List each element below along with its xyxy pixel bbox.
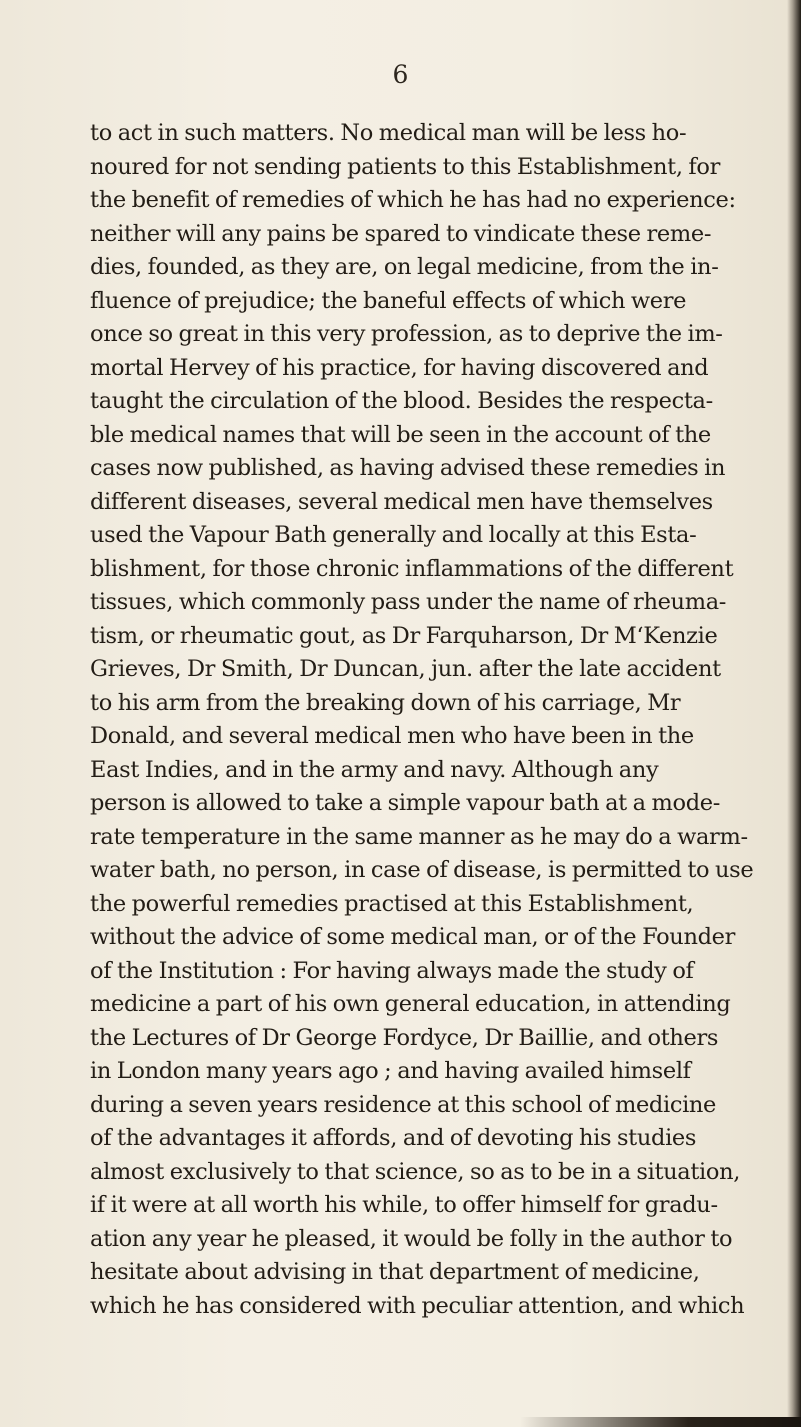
text-line: used the Vapour Bath generally and locally at this Esta-: [90, 522, 697, 548]
text-line: if it were at all worth his while, to offer himself for gradu-: [90, 1192, 718, 1218]
page-number: 6: [392, 60, 409, 89]
text-line: without the advice of some medical man, or of the Founder: [90, 924, 736, 950]
body-text: [90, 117, 760, 1323]
text-line: tissues, which commonly pass under the name of rheuma-: [90, 589, 727, 615]
text-line: which he has considered with peculiar attention, and which: [90, 1292, 745, 1319]
text-line: Donald, and several medical men who have been in the: [90, 723, 694, 749]
text-line: rate temperature in the same manner as he may do a warm-: [90, 823, 748, 850]
text-line: of the Institution : For having always made the study of: [90, 957, 694, 984]
text-line: tism, or rheumatic gout, as Dr Farquharson, Dr M‘Kenzie: [90, 622, 718, 649]
text-line: neither will any pains be spared to vindicate these reme-: [90, 220, 712, 247]
text-line: once so great in this very profession, as to deprive the im-: [90, 321, 723, 347]
text-line: Grieves, Dr Smith, Dr Duncan, jun. after the late accident: [90, 656, 721, 682]
text-line: to act in such matters. No medical man will be less ho-: [90, 120, 687, 146]
text-line: in London many years ago ; and having availed himself: [90, 1058, 691, 1084]
text-line: noured for not sending patients to this Establishment, for: [90, 153, 721, 180]
text-line: ble medical names that will be seen in the account of the: [90, 421, 711, 448]
text-line: East Indies, and in the army and navy. Although any: [90, 756, 659, 783]
text-line: medicine a part of his own general education, in attending: [90, 991, 731, 1017]
text-line: taught the circulation of the blood. Besides the respecta-: [90, 388, 713, 414]
text-line: person is allowed to take a simple vapour bath at a mode-: [90, 790, 720, 816]
text-line: the Lectures of Dr George Fordyce, Dr Baillie, and others: [90, 1024, 719, 1051]
text-line: during a seven years residence at this school of medicine: [90, 1091, 717, 1118]
text-line: to his arm from the breaking down of his carriage, Mr: [90, 689, 681, 716]
text-line: fluence of prejudice; the baneful effects of which were: [90, 287, 687, 314]
text-line: water bath, no person, in case of disease, is permitted to use: [90, 857, 754, 883]
text-line: almost exclusively to that science, so as to be in a situation,: [90, 1158, 741, 1185]
text-line: different diseases, several medical men have themselves: [90, 488, 713, 515]
text-line: hesitate about advising in that department of medicine,: [90, 1259, 700, 1285]
text-line: the powerful remedies practised at this Establishment,: [90, 890, 694, 917]
page-binding-shadow: [787, 0, 801, 1427]
text-line: ation any year he pleased, it would be folly in the author to: [90, 1225, 733, 1252]
text-line: blishment, for those chronic inflammations of the different: [90, 555, 734, 582]
text-line: mortal Hervey of his practice, for having discovered and: [90, 354, 709, 381]
text-line: cases now published, as having advised these remedies in: [90, 455, 726, 481]
text-line: of the advantages it affords, and of devoting his studies: [90, 1125, 697, 1151]
page-bottom-shadow: [520, 1417, 801, 1427]
text-line: dies, founded, as they are, on legal medicine, from the in-: [90, 254, 719, 280]
text-line: the benefit of remedies of which he has had no experience:: [90, 187, 736, 213]
